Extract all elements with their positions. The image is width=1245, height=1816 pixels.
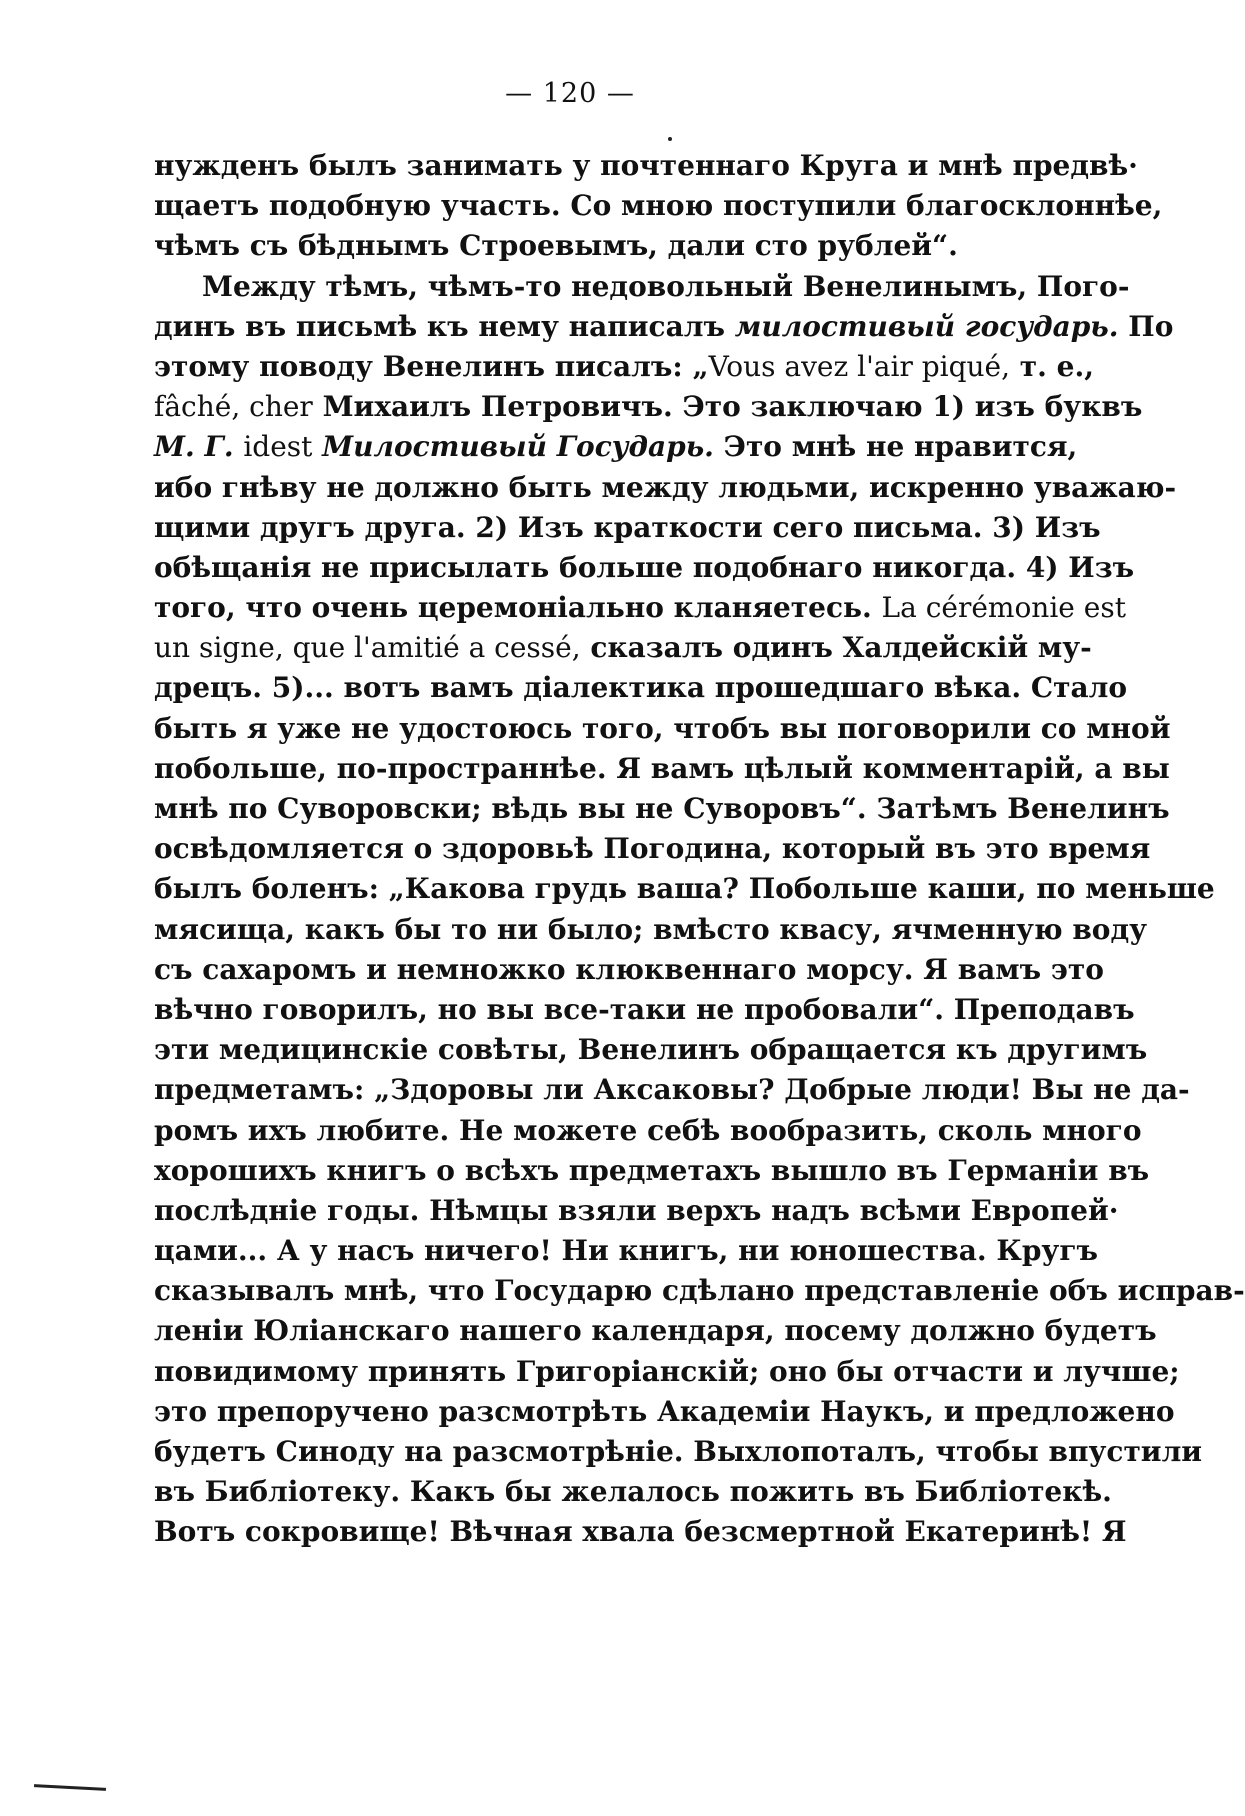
scan-artifact <box>34 1784 106 1791</box>
text-span: динъ въ письмѣ къ нему написалъ <box>154 309 725 343</box>
latin-span: La cérémonie est <box>881 591 1126 625</box>
text-line <box>154 628 1092 668</box>
text-line: съ сахаромъ и немножко клюквеннаго морсу. Я вамъ это <box>154 952 1104 986</box>
text-line: послѣдніе годы. Нѣмцы взяли верхъ надъ всѣми Европей· <box>154 1193 1119 1227</box>
latin-span: idest <box>243 430 313 464</box>
latin-span: Vous avez l'air piqué, <box>708 349 1011 383</box>
text-line <box>154 347 1094 387</box>
text-line: будетъ Синоду на разсмотрѣніе. Выхлопоталъ, чтобы впустили <box>154 1435 1203 1468</box>
text-line: ромъ ихъ любите. Не можете себѣ вообразить, сколь много <box>154 1113 1142 1147</box>
italic-span: М. Г. <box>154 430 234 464</box>
text-line: повидимому принять Григоріанскій; оно бы отчасти и лучше; <box>154 1354 1180 1388</box>
italic-span: Милостивый Государь. <box>322 430 714 464</box>
page-number: — 120 — <box>505 78 635 109</box>
body-text <box>154 146 1245 1553</box>
text-line: леніи Юліанскаго нашего календаря, посему должно будетъ <box>154 1314 1157 1348</box>
text-line: предметамъ: „Здоровы ли Аксаковы? Добрые люди! Вы не да- <box>154 1073 1190 1107</box>
text-line: обѣщанія не присылать больше подобнаго никогда. 4) Изъ <box>154 550 1135 584</box>
text-line: Между тѣмъ, чѣмъ-то недовольный Венелинымъ, Пого- <box>202 269 1130 303</box>
text-line: цами... А у насъ ничего! Ни книгъ, ни юношества. Кругъ <box>154 1234 1098 1268</box>
text-line: нужденъ былъ занимать у почтеннаго Круга и мнѣ предвѣ· <box>154 149 1138 182</box>
text-line: былъ боленъ: „Какова грудь ваша? Побольше каши, по меньше <box>154 872 1215 906</box>
text-line: щими другъ друга. 2) Изъ краткости сего письма. 3) Изъ <box>154 510 1101 544</box>
text-span: По <box>1128 309 1174 343</box>
text-line: это препоручено разсмотрѣть Академіи Наукъ, и предложено <box>154 1394 1175 1428</box>
text-line: освѣдомляется о здоровьѣ Погодина, который въ это время <box>154 832 1151 866</box>
text-line: побольше, по-пространнѣе. Я вамъ цѣлый комментарій, а вы <box>154 751 1170 785</box>
text-line <box>154 387 1143 427</box>
text-line: хорошихъ книгъ о всѣхъ предметахъ вышло въ Германіи въ <box>154 1153 1150 1187</box>
text-line: мясища, какъ бы то ни было; вмѣсто квасу, ячменную воду <box>154 912 1148 946</box>
text-line: ибо гнѣву не должно быть между людьми, искренно уважаю- <box>154 470 1177 504</box>
text-line: дрецъ. 5)... вотъ вамъ діалектика прошедшаго вѣка. Стало <box>154 671 1128 705</box>
latin-span: fâché, cher <box>154 390 313 424</box>
text-line: щаетъ подобную участь. Со мною поступили благосклоннѣе, <box>154 189 1163 223</box>
italic-span: милостивый государь. <box>734 309 1119 343</box>
latin-span: un signe, que l'amitié a cessé, <box>154 631 581 665</box>
text-span: этому поводу Венелинъ писалъ: „ <box>154 349 709 383</box>
text-line: эти медицинскіе совѣты, Венелинъ обращается къ другимъ <box>154 1033 1148 1067</box>
text-span: Михаилъ Петровичъ. Это заключаю 1) изъ буквъ <box>322 390 1143 424</box>
text-line: чѣмъ съ бѣднымъ Строевымъ, дали сто рублей“. <box>154 229 958 263</box>
text-line <box>154 588 1126 628</box>
text-line: мнѣ по Суворовски; вѣдь вы не Суворовъ“. Затѣмъ Венелинъ <box>154 792 1170 825</box>
text-line: сказывалъ мнѣ, что Государю сдѣлано представленіе объ исправ- <box>154 1274 1245 1308</box>
text-span: Это мнѣ не нравится, <box>723 430 1078 464</box>
scan-speck <box>668 137 672 141</box>
text-line <box>154 307 1174 347</box>
text-span: сказалъ одинъ Халдейскій му- <box>590 631 1092 665</box>
text-span: т. е., <box>1019 349 1094 383</box>
text-line: быть я уже не удостоюсь того, чтобъ вы поговорили со мной <box>154 711 1171 745</box>
text-line: вѣчно говорилъ, но вы все-таки не пробовали“. Преподавъ <box>154 992 1135 1026</box>
text-line <box>154 427 1078 467</box>
text-line: Вотъ сокровище! Вѣчная хвала безсмертной Екатеринѣ! Я <box>154 1515 1127 1549</box>
text-span: того, что очень церемоніально кланяетесь. <box>154 591 872 625</box>
text-line: въ Библіотеку. Какъ бы желалось пожить въ Библіотекѣ. <box>154 1475 1112 1509</box>
